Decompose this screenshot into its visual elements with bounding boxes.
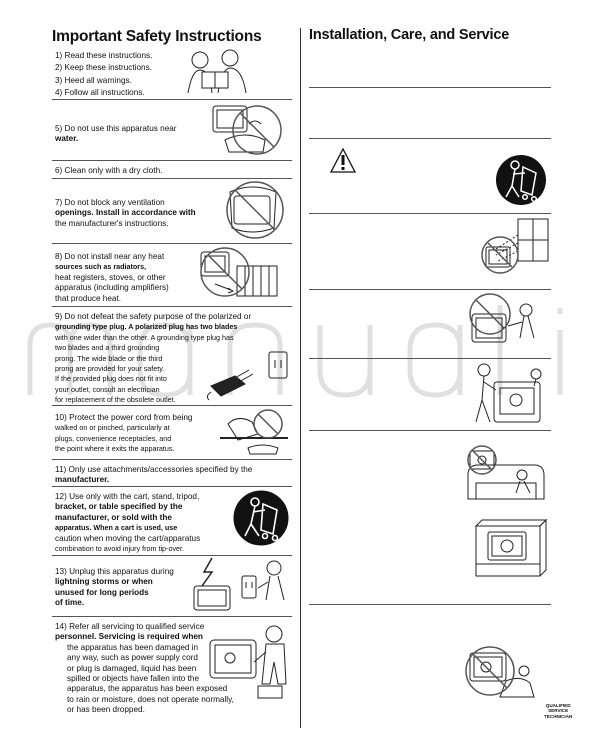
kids-climbing-icon xyxy=(470,360,550,428)
instruction-13-line-2: lightning storms or when xyxy=(55,577,153,587)
instruction-9-line-4: two blades and a third grounding xyxy=(55,343,160,353)
warning-triangle-icon xyxy=(330,148,356,174)
rule xyxy=(52,486,292,487)
instruction-9-line-7: If the provided plug does not fit into xyxy=(55,374,167,384)
service-technician-icon xyxy=(208,622,294,702)
sunlight-prohibited-icon xyxy=(480,215,552,281)
instruction-10-line-3: plugs, convenience receptacles, and xyxy=(55,433,172,443)
rule xyxy=(52,459,292,460)
instruction-11 xyxy=(55,465,252,486)
instruction-9-line-2: grounding type plug. A polarized plug has two blades xyxy=(55,322,238,332)
instruction-10 xyxy=(55,413,192,455)
heater-prohibited-icon xyxy=(195,244,287,304)
instruction-5-text: 5) Do not use this apparatus near xyxy=(55,124,177,133)
instruction-14-line-4: any way, such as power supply cord xyxy=(67,653,198,663)
intro-item-2: 2) Keep these instructions. xyxy=(55,63,152,73)
kids-climbing-icon xyxy=(468,292,550,354)
instruction-8-line-2: sources such as radiators, xyxy=(55,262,147,272)
tech-label-line-3: TECHNICIAN xyxy=(544,713,573,719)
instruction-8 xyxy=(55,252,169,304)
rule xyxy=(309,604,551,605)
instruction-10-line-4: the point where it exits the apparatus. xyxy=(55,444,175,454)
rule xyxy=(52,306,292,307)
rule xyxy=(52,160,292,161)
instruction-7-line-1: 7) Do not block any ventilation xyxy=(55,198,165,207)
intro-item-1: 1) Read these instructions. xyxy=(55,51,153,60)
instruction-9-line-8: your outlet, consult an electrician xyxy=(55,384,160,394)
rule xyxy=(309,87,551,88)
tech-label-line-1: QUALIFIED xyxy=(545,703,571,708)
cart-tipover-icon xyxy=(495,154,547,206)
instruction-8-line-3: heat registers, stoves, or other xyxy=(55,272,166,282)
intro-list xyxy=(55,51,152,99)
instruction-9-line-1: 9) Do not defeat the safety purpose of the polarized or xyxy=(55,312,252,321)
qualified-service-icon xyxy=(460,645,550,703)
instruction-14-line-7: apparatus, the apparatus has been exposed xyxy=(67,684,228,694)
instruction-12-line-3: manufacturer, or sold with the xyxy=(55,512,172,522)
instruction-14-line-8: to rain or moisture, does not operate normally, xyxy=(67,694,234,704)
instruction-6: 6) Clean only with a dry cloth. xyxy=(55,166,163,175)
instruction-5-bold: water. xyxy=(55,134,79,144)
instruction-12 xyxy=(55,492,200,554)
page-title: Important Safety Instructions xyxy=(52,28,262,45)
instruction-7-line-3: the manufacturer's instructions. xyxy=(55,218,169,228)
polarized-plug-icon xyxy=(205,350,290,400)
instruction-12-line-5: caution when moving the cart/apparatus xyxy=(55,533,201,543)
instruction-12-line-4: apparatus. When a cart is used, use xyxy=(55,523,178,533)
instruction-13-line-4: of time. xyxy=(55,598,85,608)
instruction-14-line-9: or has been dropped. xyxy=(67,705,145,715)
reading-people-icon xyxy=(180,48,255,98)
instruction-9-line-6: prong are provided for your safety. xyxy=(55,364,165,374)
instruction-14-line-3: the apparatus has been damaged in xyxy=(67,642,199,652)
instruction-9-line-9: for replacement of the obsolete outlet. xyxy=(55,395,176,405)
instruction-12-line-6: combination to avoid injury from tip-over. xyxy=(55,544,185,554)
power-cord-icon xyxy=(218,404,290,458)
column-divider xyxy=(300,28,301,728)
instruction-8-line-5: that produce heat. xyxy=(55,293,122,303)
lightning-unplug-icon xyxy=(190,556,290,614)
rule xyxy=(309,430,551,431)
instruction-12-line-2: bracket, or table specified by the xyxy=(55,502,183,512)
instruction-13-line-1: 13) Unplug this apparatus during xyxy=(55,567,174,576)
intro-item-3: 3) Heed all warnings. xyxy=(55,75,132,85)
tv-water-prohibited-icon xyxy=(205,100,285,158)
intro-item-4: 4) Follow all instructions. xyxy=(55,88,145,98)
instruction-14-line-2: personnel. Servicing is required when xyxy=(55,632,203,642)
tv-cabinet-icon xyxy=(472,516,550,580)
instruction-8-line-1: 8) Do not install near any heat xyxy=(55,252,165,261)
instruction-13 xyxy=(55,567,174,609)
rule xyxy=(309,213,551,214)
instruction-10-line-1: 10) Protect the power cord from being xyxy=(55,413,193,422)
instruction-14-line-5: or plug is damaged, liquid has been xyxy=(67,663,197,673)
instruction-5 xyxy=(55,124,177,145)
instruction-11-line-2: manufacturer. xyxy=(55,475,110,485)
instruction-9-line-5: prong. The wide blade or the third xyxy=(55,353,163,363)
section-title: Installation, Care, and Service xyxy=(309,27,510,43)
instruction-7-line-2: openings. Install in accordance with xyxy=(55,208,196,218)
rule xyxy=(309,289,551,290)
instruction-7 xyxy=(55,198,196,229)
instruction-12-line-1: 12) Use only with the cart, stand, tripod, xyxy=(55,492,200,501)
instruction-11-line-1: 11) Only use attachments/accessories specified by the xyxy=(55,465,253,474)
rule xyxy=(309,358,551,359)
kids-sofa-icon xyxy=(462,445,550,507)
cart-tipover-icon xyxy=(233,490,289,546)
rule xyxy=(52,616,292,617)
instruction-14-line-6: spilled or objects have fallen into the xyxy=(67,674,199,684)
instruction-8-line-4: apparatus (including amplifiers) xyxy=(55,283,169,293)
instruction-9-line-3: with one wider than the other. A grounding type plug has xyxy=(55,332,234,342)
instruction-13-line-3: unused for long periods xyxy=(55,587,149,597)
instruction-14-line-1: 14) Refer all servicing to qualified service xyxy=(55,622,205,631)
rule xyxy=(309,138,551,139)
ventilation-blocked-icon xyxy=(220,178,290,242)
instruction-10-line-2: walked on or pinched, particularly at xyxy=(55,423,170,433)
qualified-technician-label xyxy=(544,703,572,719)
tech-label-line-2: SERVICE xyxy=(548,708,569,714)
